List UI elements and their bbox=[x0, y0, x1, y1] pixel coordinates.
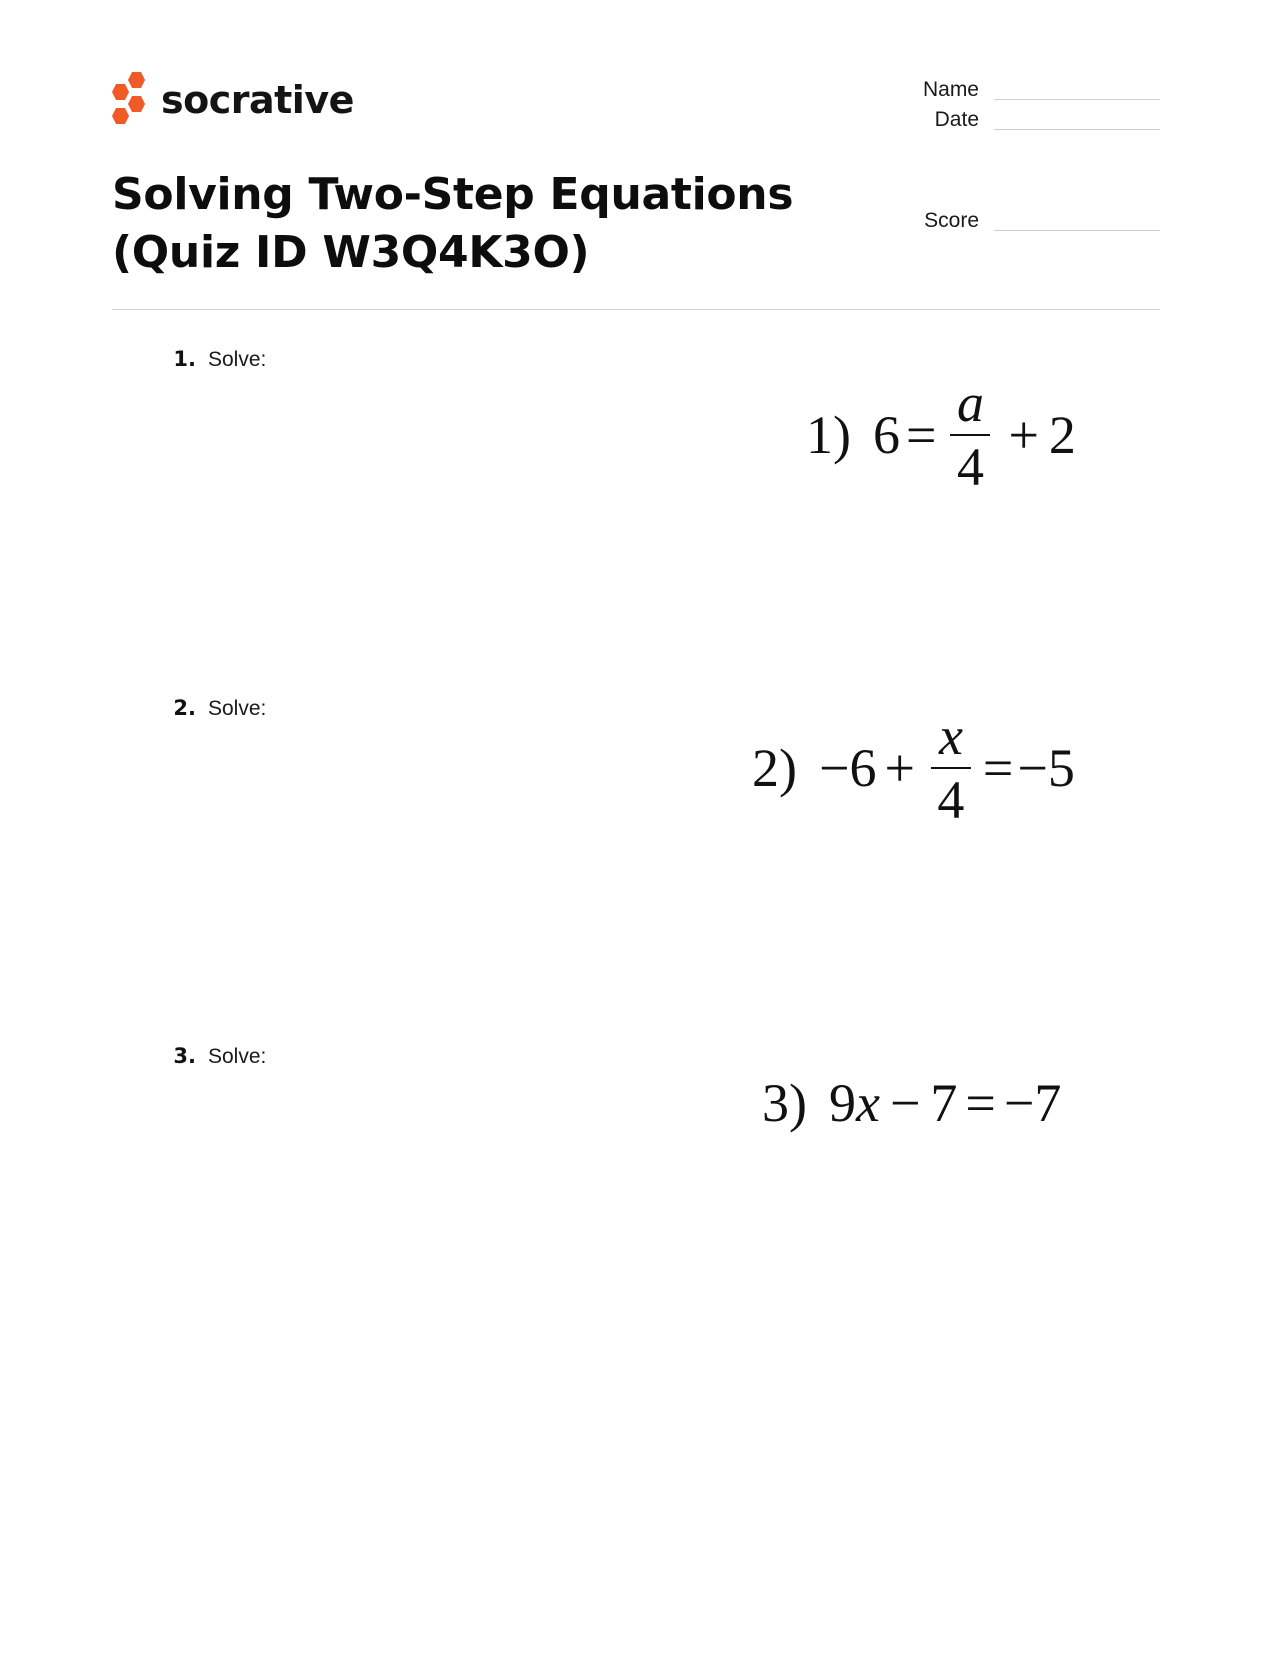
equation-1 bbox=[806, 375, 1076, 495]
constant: 7 bbox=[930, 1073, 958, 1133]
question-number: 3. bbox=[173, 1044, 196, 1068]
page-title bbox=[112, 166, 793, 282]
equation-term: 2 bbox=[1048, 405, 1076, 465]
equation-3 bbox=[762, 1068, 1061, 1138]
question-prompt: Solve: bbox=[208, 1045, 267, 1068]
header-divider bbox=[112, 309, 1160, 310]
question-prompt: Solve: bbox=[208, 348, 267, 371]
question-prompt: Solve: bbox=[208, 697, 267, 720]
coefficient: 9 bbox=[828, 1073, 856, 1133]
numerator: x bbox=[938, 706, 963, 766]
score-label: Score bbox=[924, 209, 979, 232]
question-2 bbox=[160, 696, 266, 721]
equation-label: 3) bbox=[762, 1073, 807, 1133]
denominator: 4 bbox=[956, 437, 984, 497]
fraction bbox=[931, 706, 971, 830]
equation-term: −6 bbox=[818, 738, 877, 798]
equation-term: 6 bbox=[872, 405, 900, 465]
question-1 bbox=[160, 347, 266, 372]
operator: + bbox=[1008, 405, 1039, 465]
equals-sign: = bbox=[965, 1073, 996, 1133]
equation-label: 2) bbox=[752, 738, 797, 798]
socrative-logo-icon bbox=[110, 72, 154, 124]
title-line-1: Solving Two-Step Equations bbox=[112, 169, 794, 220]
operator: + bbox=[884, 738, 915, 798]
operator: − bbox=[889, 1073, 921, 1133]
equation-term: −5 bbox=[1017, 738, 1075, 798]
question-number: 2. bbox=[173, 696, 196, 720]
equals-sign: = bbox=[905, 405, 937, 465]
denominator: 4 bbox=[937, 770, 965, 830]
brand-wordmark: socrative bbox=[161, 78, 354, 122]
date-field[interactable] bbox=[994, 129, 1160, 130]
variable: x bbox=[855, 1073, 880, 1133]
score-field[interactable] bbox=[994, 230, 1160, 231]
title-line-2: (Quiz ID W3Q4K3O) bbox=[112, 227, 590, 278]
numerator: a bbox=[956, 373, 984, 433]
question-number: 1. bbox=[173, 347, 196, 371]
equals-sign: = bbox=[982, 738, 1014, 798]
fraction bbox=[950, 373, 990, 497]
date-label: Date bbox=[934, 108, 979, 131]
name-field[interactable] bbox=[994, 99, 1160, 100]
equation-term: −7 bbox=[1003, 1073, 1062, 1133]
equation-2 bbox=[752, 708, 1075, 828]
equation-label: 1) bbox=[806, 405, 851, 465]
question-3 bbox=[160, 1044, 266, 1069]
name-label: Name bbox=[922, 78, 979, 101]
